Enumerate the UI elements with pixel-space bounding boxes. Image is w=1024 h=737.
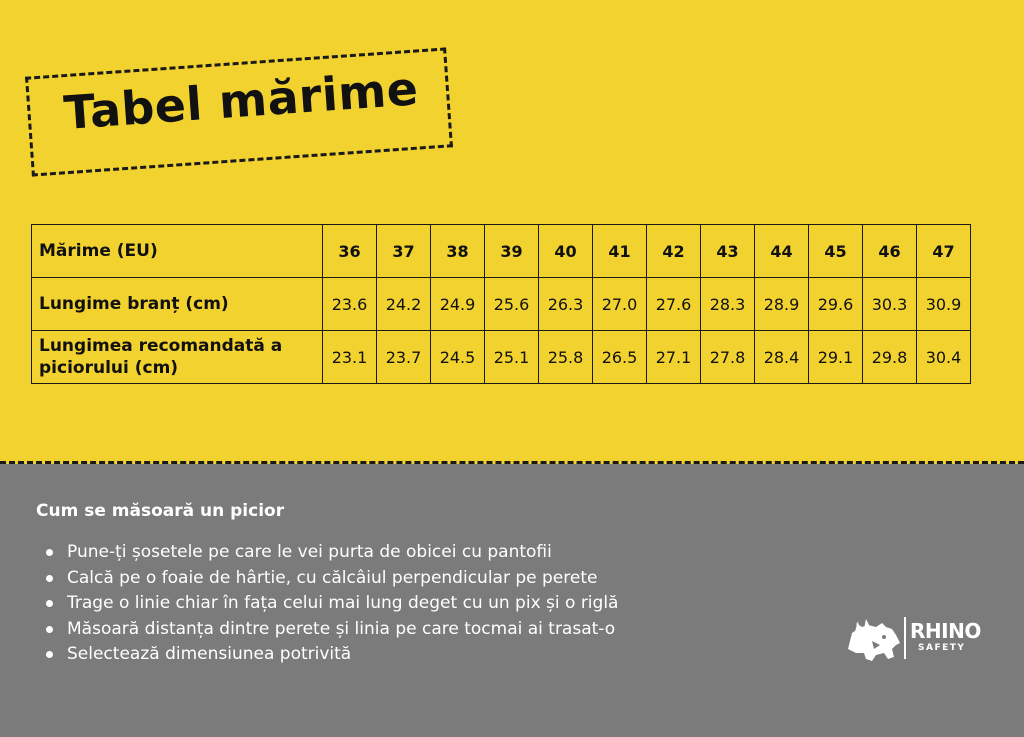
value-cell: 24.9: [431, 278, 485, 331]
bullet-icon: [46, 575, 53, 582]
logo-separator: [904, 617, 906, 659]
bullet-icon: [46, 626, 53, 633]
step-text: Pune-ți șosetele pe care le vei purta de obicei cu pantofii: [67, 542, 552, 562]
list-item: [42, 591, 618, 617]
size-cell: 36: [323, 225, 377, 278]
value-cell: 25.6: [485, 278, 539, 331]
value-cell: 23.1: [323, 331, 377, 384]
value-cell: 23.7: [377, 331, 431, 384]
step-text: Calcă pe o foaie de hârtie, cu călcâiul perpendicular pe perete: [67, 567, 598, 588]
size-cell: 41: [593, 225, 647, 278]
size-cell: 39: [485, 225, 539, 278]
table-header-row: [32, 225, 971, 278]
value-cell: 30.9: [917, 278, 971, 331]
value-cell: 29.6: [809, 278, 863, 331]
value-cell: 30.3: [863, 278, 917, 331]
value-cell: 29.1: [809, 331, 863, 384]
value-cell: 24.5: [431, 331, 485, 384]
size-cell: 44: [755, 225, 809, 278]
size-cell: 47: [917, 225, 971, 278]
list-item: [42, 566, 618, 592]
step-text: Trage o linie chiar în fața celui mai lung deget cu un pix și o riglă: [67, 593, 619, 613]
bullet-icon: [46, 549, 53, 556]
value-cell: 24.2: [377, 278, 431, 331]
page-title: Tabel mărime: [62, 61, 420, 140]
value-cell: 30.4: [917, 331, 971, 384]
measure-instructions-title: Cum se măsoară un picior: [36, 501, 285, 521]
size-cell: 38: [431, 225, 485, 278]
list-item: [42, 540, 618, 566]
bullet-icon: [46, 600, 53, 607]
step-text: Măsoară distanța dintre perete și linia pe care tocmai ai trasat-o: [67, 618, 616, 639]
size-cell: 43: [701, 225, 755, 278]
size-table: [31, 224, 971, 384]
value-cell: 25.1: [485, 331, 539, 384]
row-label: Lungimea recomandată a piciorului (cm): [32, 331, 323, 384]
value-cell: 26.3: [539, 278, 593, 331]
value-cell: 25.8: [539, 331, 593, 384]
list-item: [42, 642, 618, 668]
value-cell: 23.6: [323, 278, 377, 331]
row-label: Lungime branț (cm): [32, 278, 323, 331]
logo-brand-text: RHINO: [910, 619, 981, 643]
value-cell: 27.6: [647, 278, 701, 331]
size-cell: 37: [377, 225, 431, 278]
value-cell: 28.3: [701, 278, 755, 331]
rhino-safety-logo: [846, 615, 986, 663]
size-header-label: Mărime (EU): [32, 225, 323, 278]
size-cell: 40: [539, 225, 593, 278]
size-cell: 46: [863, 225, 917, 278]
table-row-foot-length: [32, 331, 971, 384]
value-cell: 28.9: [755, 278, 809, 331]
bullet-icon: [46, 651, 53, 658]
value-cell: 27.1: [647, 331, 701, 384]
value-cell: 27.8: [701, 331, 755, 384]
logo-sub-text: SAFETY: [918, 643, 966, 653]
value-cell: 29.8: [863, 331, 917, 384]
rhino-icon: [846, 615, 902, 663]
value-cell: 27.0: [593, 278, 647, 331]
size-cell: 45: [809, 225, 863, 278]
value-cell: 26.5: [593, 331, 647, 384]
list-item: [42, 617, 618, 643]
size-cell: 42: [647, 225, 701, 278]
table-row-insole-length: [32, 278, 971, 331]
step-text: Selectează dimensiunea potrivită: [67, 644, 352, 664]
measure-steps-list: [42, 540, 618, 668]
value-cell: 28.4: [755, 331, 809, 384]
